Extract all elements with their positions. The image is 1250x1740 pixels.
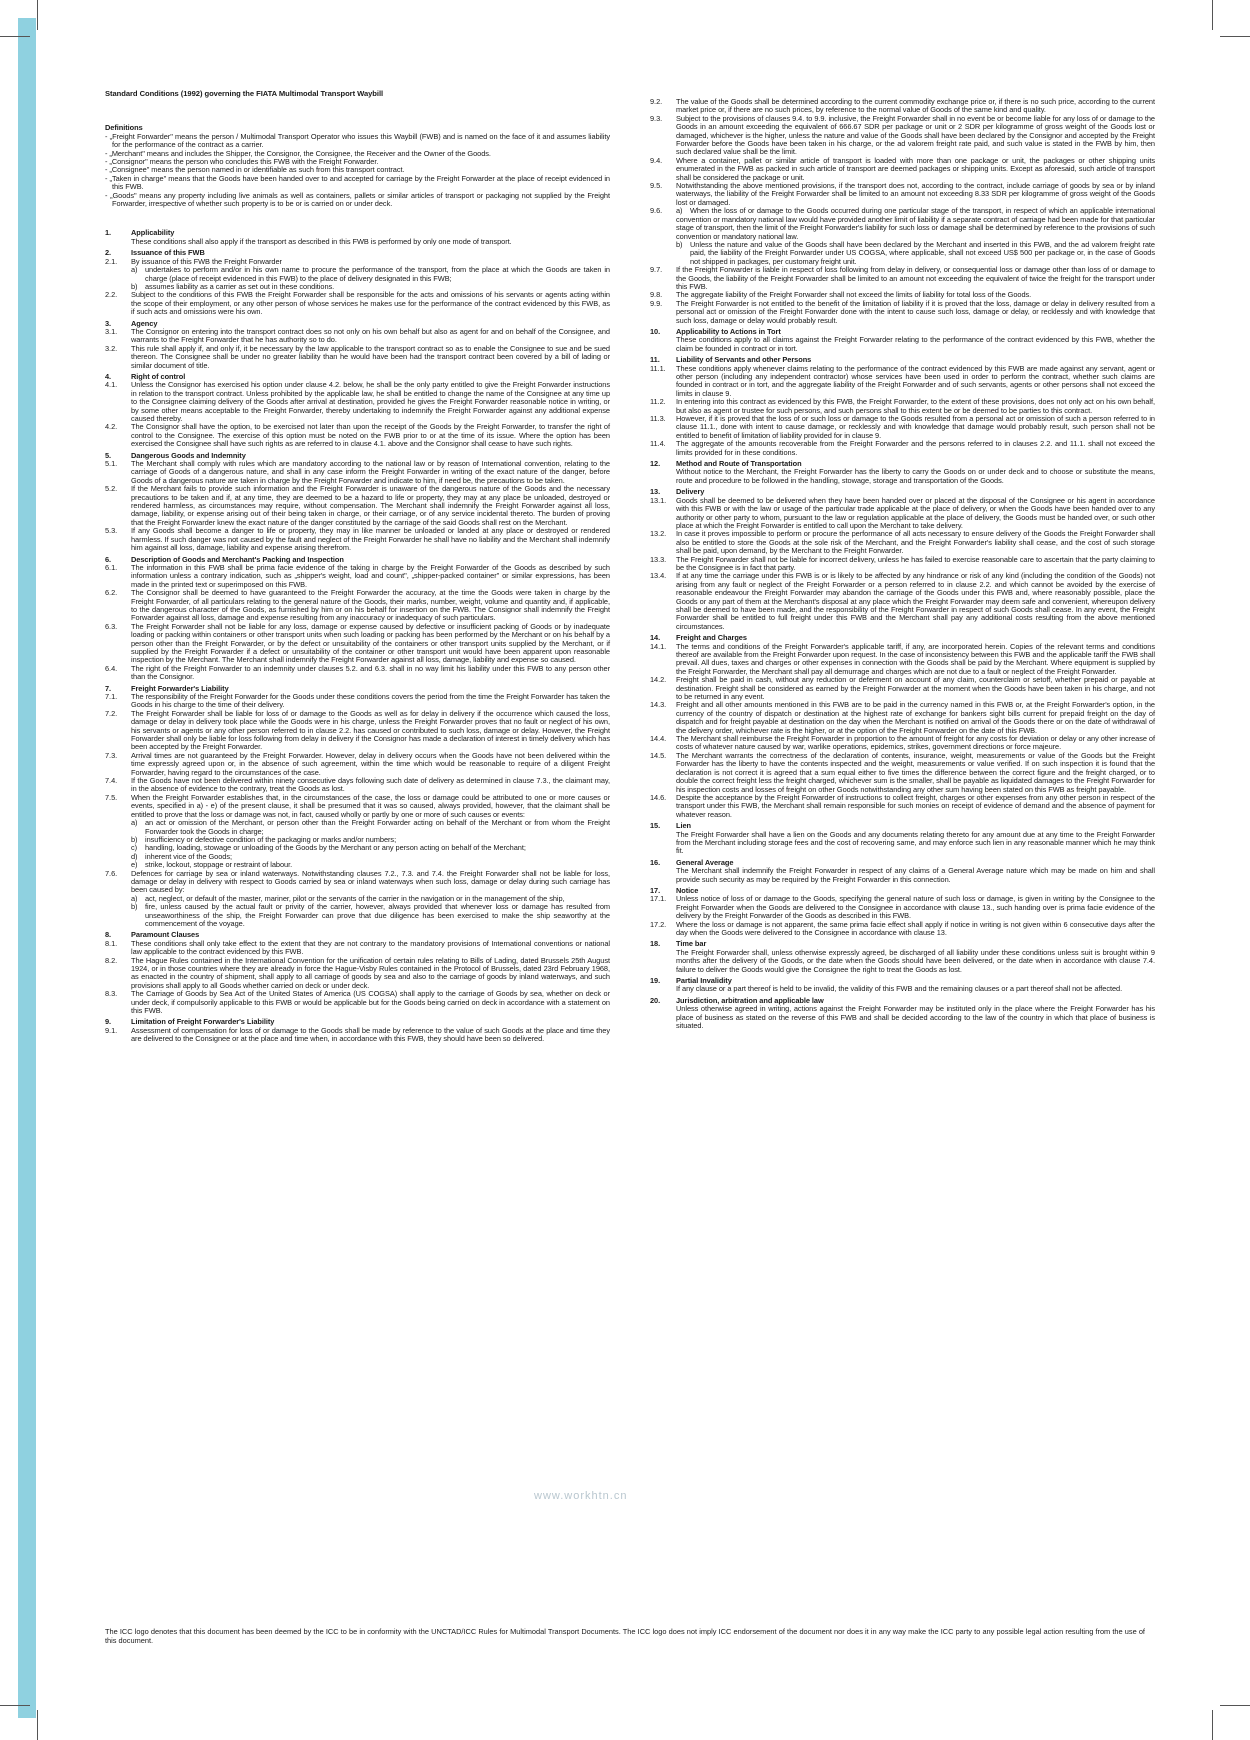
clause-number: 13.1. [650,495,667,505]
clause-number: 5.1. [105,459,118,469]
clause-text: The Freight Forwarder shall not be liable for any loss, damage or expense caused by defective or insufficient packing of Goods or by inadequate loading or packing within containers or other transport units when such loading or packing has been performed by the Merchant or on his behalf by a person other than the Freight Forwarder, or by the defect or unsuitability of the containers or other transport units supplied by the Merchant, or if supplied by the Freight Forwarder if a defect or unsuitability of the container or other transport unit would have been apparent upon reasonable inspection by the Merchant. The Merchant shall indemnify the Freight Forwarder against all loss, damage, liability and expense so caused. [131,621,610,665]
clause [105,665,610,682]
clause-text: These conditions apply whenever claims relating to the performance of the contract evidenced by this FWB are made against any servant, agent or other person (including any independent contractor) whose services have been used in order to perform the contract, whether such claims are founded in contract or in tort, and the aggregate liability of the Freight Forwarder and of such servants, agents or other persons shall not exceed the limits in clause 9. [676,363,1155,398]
clause-text: The Freight Forwarder shall have a lien on the Goods and any documents relating thereto for any amount due at any time to the Freight Forwarder from the Merchant including storage fees and the cost of recovering same, and may enforce such lien in any reasonable manner which he may think fit. [676,829,1155,856]
clause-number: 4.2. [105,422,118,432]
sub-clause-letter: d) [131,851,138,861]
clause [105,794,610,819]
left-sections [105,229,610,1043]
sub-clause-letter: c) [131,843,138,853]
clause-number [650,985,676,993]
crop-mark [1212,1710,1213,1740]
clause [650,921,1155,938]
clause-number: 9.5. [650,181,663,191]
clause-text: The Merchant shall comply with rules which are mandatory according to the national law or by reason of International convention, relating to the carriage of Goods of a dangerous nature, and shall in any case inform the Freight Forwarder in writing of the exact nature of the danger, before Goods of a dangerous nature are taken in charge by the Freight Forwarder and indicate to him, if need be, the precautions to be taken. [131,459,610,485]
section-title: General Average [676,857,734,867]
clause-text: Freight shall be paid in cash, without any reduction or deferment on account of any claim, counterclaim or setoff, whether prepaid or payable at destination. Freight shall be considered as earned by the Freight Forwarder at the moment when the Goods have been taken in his charge, and not to be returned in any event. [676,675,1155,702]
clause-number: 13.2. [650,529,667,539]
clause-section [650,977,1155,994]
definition-item: - „Taken in charge" means that the Goods have been handed over to and accepted for carriage by the Freight Forwarder at the place of receipt evidenced in this FWB. [105,173,610,192]
clause-body: When the loss of or damage to the Goods occurred during one particular stage of the transport, in respect of which an applicable international convention or mandatory national law would have provided another limit of liability if a separate contract of carriage had been made for that particular stage of transport, then the limit of the Freight Forwarder's liability for such loss or damage shall be determined by reference to the provisions of such convention or mandatory national law. [676,206,1155,241]
clause-text: The terms and conditions of the Freight Forwarder's applicable tariff, if any, are incorporated herein. Copies of the relevant terms and conditions thereof are available from the Freight Forwarder upon request. In the case of inconsistency between this FWB and the applicable tariff the FWB shall prevail. All dues, taxes and charges or other expenses in connection with the Goods shall be paid by the Merchant. Where equipment is supplied by the Freight Forwarder, the Merchant shall pay all demurrage and charges which are not due to a fault or neglect of the Freight Forwarder. [676,641,1155,676]
clause-section [105,556,610,682]
clause-text: By issuance of this FWB the Freight Forwarder [131,256,282,266]
watermark: www.workhtn.cn [534,1490,628,1502]
sub-clause-letter: a) [131,818,138,828]
clause-text: Unless notice of loss of or damage to the Goods, specifying the general nature of such loss or damage, is given in writing by the Consignee to the Freight Forwarder when the Goods are delivered to the Consignee in accordance with clause 13., such handing over is prima facie evidence of the delivery by the Freight Forwarder of the Goods as described in this FWB. [676,894,1155,921]
section-title: Method and Route of Transportation [676,459,802,469]
crop-mark [0,1705,30,1706]
clause [650,701,1155,735]
clause-text: The information in this FWB shall be prima facie evidence of the taking in charge by the Freight Forwarder of the Goods as described by such information unless a contrary indication, such as „shipper's weight, load and count", „shipper-packed container" or similar expressions, has been made in the printed text or superimposed on this FWB. [131,562,610,589]
sub-clause-text: Unless the nature and value of the Goods shall have been declared by the Merchant and inserted in this FWB, and the ad valorem freight rate paid, the liability of the Freight Forwarder under US COGSA, where applicable, shall not exceed US$ 500 per package or, in the case of Goods not shipped in packages, per customary freight unit. [690,239,1155,266]
clause-number: 9.3. [650,113,663,123]
sub-clause-text: act, neglect, or default of the master, mariner, pilot or the servants of the carrier in the navigation or in the management of the ship, [145,893,565,903]
clause-text: Freight and all other amounts mentioned in this FWB are to be paid in the currency named in this FWB or, at the Freight Forwarder's option, in the currency of the country of dispatch or destination at the highest rate of exchange for bankers sight bills current for prepaid freight on the day of dispatch and for freight payable at destination on the day when the Merchant is notified on arrival of the Goods there or on the date of withdrawal of the delivery order, whichever rate is the higher, or at the option of the Freight Forwarder on the date of this FWB. [676,700,1155,735]
section-number: 16. [650,857,661,867]
clause [650,98,1155,115]
clause-number: 14.4. [650,734,667,744]
clause-number: 4.1. [105,380,118,390]
sub-clause-letter: b) [131,902,138,912]
crop-mark [37,0,38,30]
clause-number: 3.1. [105,326,118,336]
clause [105,693,610,710]
clause [650,440,1155,457]
clause-text: If the Goods have not been delivered within ninety consecutive days following such date of delivery as determined in clause 7.3., the claimant may, in the absence of evidence to the contrary, treat the Goods as lost. [131,776,610,794]
clause [105,752,610,777]
clause [105,381,610,423]
sub-clause-letter: b) [131,281,138,291]
clause [650,572,1155,631]
accent-bar [18,18,36,1718]
sub-clause [650,241,1155,266]
clause-text: These conditions apply to all claims against the Freight Forwarder relating to the performance of the contract evidenced by this FWB, whether the claim be founded in contract or in tort. [676,335,1155,353]
clause-section [650,859,1155,884]
clause [650,415,1155,440]
section-number: 15. [650,821,661,831]
sub-clause-letter: a) [676,206,683,216]
clause-section [650,356,1155,457]
clause-text: If any Goods shall become a danger to life or property, they may in like manner be unloaded or landed at any place or destroyed or rendered harmless. If such danger was not caused by the fault and neglect of the Freight Forwarder he shall have no liability and the Merchant shall indemnify him against all loss, damage, liability and expense arising therefrom. [131,526,610,553]
section-number: 3. [105,318,112,328]
clause-number: 9.8. [650,290,663,300]
clause-text: In entering into this contract as evidenced by this FWB, the Freight Forwarder, to the extent of these provisions, does not only act on his own behalf, but also as agent or trustee for such persons, and such persons shall to this extent be or be deemed to be parties to this contract. [676,397,1155,415]
section-title: Notice [676,885,699,895]
clause-section [650,460,1155,485]
clause-number: 8.2. [105,955,118,965]
clause-text: Without notice to the Merchant, the Freight Forwarder has the liberty to carry the Goods on or under deck and to choose or substitute the means, route and procedure to be followed in the handling, stowage, storage and transportation of the Goods. [676,467,1155,485]
clause-text: The Merchant shall indemnify the Freight Forwarder in respect of any claims of a General Average nature which may be made on him and shall provide such security as may be required by the Freight Forwarder in this connection. [676,866,1155,884]
clause-number: 14.2. [650,675,667,685]
clause [105,345,610,370]
clause-section [650,98,1155,325]
section-number: 17. [650,885,661,895]
clause-number: 8.1. [105,938,118,948]
clause [105,564,610,589]
clause-number: 14.1. [650,641,667,651]
section-number: 2. [105,248,112,258]
clause [650,949,1155,974]
section-number: 11. [650,355,660,365]
clause-section [105,685,610,929]
clause [105,328,610,345]
clause-number: 9.4. [650,155,663,165]
clause-number: 9.6. [650,206,663,216]
clause-number [650,949,676,974]
clause-number: 14.5. [650,750,667,760]
section-title: Delivery [676,487,705,497]
clause [105,291,610,316]
section-number: 8. [105,930,112,940]
clause-text: This rule shall apply if, and only if, it be necessary by the law applicable to the transport contract so as to enable the Consignee to sue and be sued thereon. The Consignee shall be under no greater liability than he would have been had the transport contract been covered by a bill of lading or similar document of title. [131,343,610,370]
clause-text: If any clause or a part thereof is held to be invalid, the validity of this FWB and the remaining clauses or a part thereof shall not be affected. [676,984,1123,994]
section-title: Agency [131,318,158,328]
clause-number: 17.1. [650,894,667,904]
clause [650,300,1155,325]
clause-text: The aggregate liability of the Freight Forwarder shall not exceed the limits of liability for total loss of the Goods. [676,290,1032,300]
clause-number [650,867,676,884]
clause-number: 9.9. [650,298,663,308]
clause-text: These conditions shall only take effect to the extent that they are not contrary to the mandatory provisions of International conventions or national law applicable to the contract evidenced by this FWB. [131,938,610,957]
section-title: Jurisdiction, arbitration and applicable law [676,995,824,1005]
sub-clause-text: an act or omission of the Merchant, or person other than the Freight Forwarder acting on behalf of the Merchant or from whom the Freight Forwarder took the Goods in charge; [145,818,610,836]
clause-text: The Merchant shall reimburse the Freight Forwarder in proportion to the amount of freight for any costs for deviation or delay or any other increase of costs of whatever nature caused by war, warlike operations, epidemics, strikes, government directions or force majeure. [676,734,1155,752]
sub-clause [105,903,610,928]
clause-text: If the Freight Forwarder is liable in respect of loss following from delay in delivery, or consequential loss or damage other than loss of or damage to the Goods, the liability of the Freight Forwarder shall be limited to an amount not exceeding the equivalent of twice the freight for the transport under this FWB. [676,265,1155,291]
clause-number: 11.1. [650,363,666,373]
sub-clause-text: handling, loading, stowage or unloading of the Goods by the Merchant or any person acting on behalf of the Merchant; [145,843,526,853]
definitions-title: Definitions [105,123,143,133]
clause-number: 2.2. [105,290,118,300]
clause-section [650,328,1155,353]
sub-clause-letter: e) [131,860,138,870]
section-title: Paramount Clauses [131,930,200,940]
clause-number: 14.3. [650,700,667,710]
clause-text: The Freight Forwarder shall not be liable for incorrect delivery, unless he has failed to exercise reasonable care to ascertain that the party claiming to be the Consignee is in fact that party. [676,554,1155,572]
clause-section [105,452,610,553]
right-column [650,95,1155,1030]
clause-text: The Freight Forwarder shall be liable for loss of or damage to the Goods as well as for delay in delivery if the occurrence which caused the loss, damage or delay in delivery took place while the Goods were in his charge, unless the Freight Forwarder proves that no fault or neglect of his own, his servants or agents or any other person referred to in clause 2.2. has caused or contributed to such loss, damage or delay. However, the Freight Forwarder shall only be liable for loss following from delay in delivery if the Consignor has made a declaration of interest in timely delivery which has been accepted by the Freight Forwarder. [131,708,610,752]
clause-text: The responsibility of the Freight Forwarder for the Goods under these conditions covers the period from the time the Freight Forwarder has taken the Goods in his charge to the time of their delivery. [131,692,610,710]
clause [650,530,1155,555]
clause-section [650,887,1155,937]
clause [105,870,610,895]
clause [650,182,1155,207]
clause [650,398,1155,415]
clause-text [676,207,1155,241]
section-title: Right of control [131,371,186,381]
clause-text: Unless the Consignor has exercised his option under clause 4.2. below, he shall be the only party entitled to give the Freight Forwarder instructions in relation to the transport contract. Unless prohibited by the applicable law, he shall be entitled to change the name of the Consignee at any time up to the Consignee claiming delivery of the Goods after arrival at destination, provided he gives the Freight Forwarder reasonable notice in writing, or by some other means acceptable to the Freight Forwarder, thereby undertaking to indemnify the Freight Forwarder against any additional expense caused thereby. [131,380,610,423]
clause [650,1005,1155,1030]
clause-text: Subject to the conditions of this FWB the Freight Forwarder shall be responsible for the acts and omissions of his servants or agents acting within the scope of their employment, or any other person of whose services he makes use for the performance of the contract evidenced by this FWB, as if such acts and omissions were his own. [131,290,610,317]
crop-mark [1220,1705,1250,1706]
definition-item: - „Consignee" means the person named in or identifiable as such from this transport contract. [105,165,405,175]
clause [650,157,1155,182]
sub-clause [105,819,610,836]
clause [650,365,1155,399]
section-number: 14. [650,633,661,643]
clause-number: 6.2. [105,588,118,598]
clause [105,527,610,552]
clause-number: 11.4. [650,439,666,449]
clause-number: 13.3. [650,554,667,564]
clause [105,957,610,991]
section-title: Partial Invalidity [676,976,732,986]
left-column [105,90,610,1044]
clause-number: 5.2. [105,484,118,494]
clause-section [650,940,1155,974]
sub-clause [105,266,610,283]
document-page [105,89,1155,1680]
clause [105,940,610,957]
section-title: Freight Forwarder's Liability [131,683,229,693]
clause [105,238,610,246]
section-title: Time bar [676,939,707,949]
clause-number: 9.1. [105,1025,118,1035]
clause-text: If the Merchant fails to provide such information and the Freight Forwarder is unaware of the dangerous nature of the Goods and the necessary precautions to be taken and if, at any time, they are deemed to be a hazard to life or property, they may at any place be unloaded, destroyed or rendered harmless, as circumstances may require, without compensation. The Merchant shall indemnify the Freight Forwarder against all loss, damage, liability, or expense arising out of their being taken in charge, or their carriage, or of any service incidental thereto. The burden of proving that the Freight Forwarder knew the exact nature of the danger constituted by the carriage of the said Goods shall rest on the Merchant. [131,484,610,527]
clause [650,336,1155,353]
clause [105,777,610,794]
clause [105,589,610,623]
clause-text: Unless otherwise agreed in writing, actions against the Freight Forwarder may be instituted only in the place where the Freight Forwarder has his place of business as stated on the reverse of this FWB and shall be decided according to the law of the country in which that place of business is situated. [676,1004,1155,1031]
clause-section [650,822,1155,856]
section-number: 5. [105,450,112,460]
clause-text: The value of the Goods shall be determined according to the current commodity exchange price or, if there is no such price, according to the current market price or, if there are no such prices, by reference to the normal value of Goods of the same kind and quality. [676,97,1155,115]
right-sections [650,98,1155,1030]
section-title: Applicability to Actions in Tort [676,326,781,336]
clause-text: The Hague Rules contained in the International Convention for the unification of certain rules relating to Bills of Lading, dated Brussels 25th August 1924, or in those countries where they are already in force the Hague-Visby Rules contained in the Protocol of Brussels, dated 23rd February 1968, as enacted in the country of shipment, shall apply to all carriage of goods by sea and also to the carriage of goods by inland waterways, and such provisions shall apply to all Goods whether carried on deck or under deck. [131,955,610,990]
clause-text: In case it proves impossible to perform or procure the performance of all acts necessary to ensure delivery of the Goods the Freight Forwarder shall also be entitled to store the Goods at the sole risk of the Merchant, and the Freight Forwarder's liability shall cease, and the cost of such storage shall be paid, upon demand, by the Merchant to the Freight Forwarder. [676,529,1155,556]
section-title: Applicability [131,228,175,238]
footer-note: The ICC logo denotes that this document has been deemed by the ICC to be in conformity with the UNCTAD/ICC Rules for Multimodal Transport Documents. The ICC logo does not imply ICC endorsement of the document nor does it in any way make the ICC party to any possible legal action resulting from the use of this document. [105,1627,1145,1645]
clause-text: The right of the Freight Forwarder to an indemnity under clauses 5.2. and 6.3. shall in no way limit his liability under this FWB to any person other than the Consignor. [131,663,610,682]
clause [650,115,1155,157]
crop-mark [37,1710,38,1740]
section-number: 4. [105,371,112,381]
clause-text: The Freight Forwarder shall, unless otherwise expressly agreed, be discharged of all liability under these conditions unless suit is brought within 9 months after the delivery of the Goods, or the date when the Goods should have been delivered, or the date when in accordance with clause 7.4. failure to deliver the Goods would give the Consignee the right to treat the Goods as lost. [676,947,1155,974]
clause-number: 7.1. [105,692,118,701]
clause-number: 6.1. [105,562,118,572]
clause-text: Defences for carriage by sea or inland waterways. Notwithstanding clauses 7.2., 7.3. and 7.4. the Freight Forwarder shall not be liable for loss, damage or delay in delivery with respect to Goods carried by sea or inland waterways when such loss, damage or delay during such carriage has been caused by: [131,868,610,895]
clause [650,266,1155,291]
clause [105,623,610,665]
clause [105,710,610,752]
clause-text: Arrival times are not guaranteed by the Freight Forwarder. However, delay in delivery occurs when the Goods have not been delivered within the time expressly agreed upon or, in the absence of such agreement, within the time which would be reasonable to require of a diligent Freight Forwarder, having regard to the circumstances of the case. [131,750,610,777]
clause-text: Subject to the provisions of clauses 9.4. to 9.9. inclusive, the Freight Forwarder shall in no event be or become liable for any loss of or damage to the Goods in an amount exceeding the equivalent of 666.67 SDR per package or unit or 2 SDR per kilogramme of gross weight of the Goods lost or damaged, whichever is the higher, unless the nature and value of the Goods shall have been declared by the Consignor and accepted by the Freight Forwarder before the Goods have been taken in his charge, or the ad valorem freight rate paid, and such value is stated in the FWB by him, then such declared value shall be the limit. [676,113,1155,157]
clause-text: Despite the acceptance by the Freight Forwarder of instructions to collect freight, charges or other expenses from any other person in respect of the transport under this FWB, the Merchant shall remain responsible for such monies on receipt of evidence of demand and the absence of payment for whatever reason. [676,792,1155,819]
clause-number [650,1005,676,1030]
section-number: 20. [650,995,661,1005]
clause-number: 6.4. [105,663,118,673]
clause-section [105,931,610,1015]
clause-text: The Consignor shall be deemed to have guaranteed to the Freight Forwarder the accuracy, at the time the Goods were taken in charge by the Freight Forwarder, of all particulars relating to the general nature of the Goods, their marks, number, weight, volume and quantity and, if applicable, to the dangerous character of the Goods, as furnished by him or on his behalf for insertion on the FWB. The Consignor shall indemnify the Freight Forwarder against all loss, damage and expense resulting from any inaccuracy or inadequacy of such particulars. [131,588,610,623]
clause [650,895,1155,920]
section-title: Issuance of this FWB [131,248,205,258]
clause-number: 3.2. [105,343,118,353]
clause-section [650,488,1155,631]
clause [650,676,1155,701]
clause-text: Notwithstanding the above mentioned provisions, if the transport does not, according to the contract, include carriage of goods by sea or by inland waterways, the liability of the Freight Forwarder shall be limited to an amount not exceeding 8.33 SDR per kilogramme of gross weight of the Goods lost or damaged. [676,181,1155,207]
clause [650,556,1155,573]
clause-number: 7.2. [105,708,118,718]
clause [650,831,1155,856]
clause-section [105,229,610,246]
document-title: Standard Conditions (1992) governing the FIATA Multimodal Transport Waybill [105,89,384,98]
clause [105,485,610,527]
clause-number: 11.3. [650,414,666,424]
sub-clause-letter: a) [131,265,138,275]
clause [105,1027,610,1044]
clause-text: Assessment of compensation for loss of or damage to the Goods shall be made by reference to the value of such Goods at the place and time they are delivered to the Consignee or at the place and time when, in accordance with this FWB, they should have been so delivered. [131,1025,610,1044]
section-title: Limitation of Freight Forwarder's Liability [131,1017,275,1027]
sub-clause-text: insufficiency or defective condition of the packaging or marks and/or numbers; [145,834,397,844]
clause [650,735,1155,752]
clause-text: However, if it is proved that the loss of or such loss or damage to the Goods resulted from a personal act or omission of such a person referred to in clause 11.1., done with intent to cause damage, or recklessly and with knowledge that damage would probably result, such person shall not be entitled to benefit of limitation of liability provided for in clause 9. [676,414,1155,440]
sub-clause-letter: b) [676,239,683,249]
clause-number [105,238,131,246]
section-title: Dangerous Goods and Indemnity [131,450,246,460]
definition-item: - „Merchant" means and includes the Shipper, the Consignor, the Consignee, the Receiver and the Owner of the Goods. [105,148,491,158]
clause-text: If at any time the carriage under this FWB is or is likely to be affected by any hindrance or risk of any kind (including the condition of the Goods) not arising from any fault or neglect of the Freight Forwarder or a person referred to in clause 2.2. and which cannot be avoided by the exercise of reasonable endeavour the Freight Forwarder may abandon the carriage of the Goods under this FWB and, where reasonably possible, place the Goods or any part of them at the Merchant's disposal at any place which the Freight Forwarder may deem safe and convenient, whereupon delivery shall be deemed to have been made, and the responsibility of the Freight Forwarder in respect of such Goods shall cease. In any event, the Freight Forwarder shall be entitled to full freight under this FWB and the Merchant shall pay any additional costs resulting from the above mentioned circumstances. [676,571,1155,631]
sub-clause-text: undertakes to perform and/or in his own name to procure the performance of the transport, from the place at which the Goods are taken in charge (place of receipt evidenced in this FWB) to the place of delivery designated in this FWB; [145,265,610,283]
clause-number [650,336,676,353]
section-number: 7. [105,683,112,693]
clause [650,497,1155,531]
crop-mark [1220,36,1250,37]
clause-text: Where the loss or damage is not apparent, the same prima facie effect shall apply if notice in writing is not given within 6 consecutive days after the day when the Goods were delivered to the Consignee in accordance with clause 13. [676,919,1155,937]
section-number: 9. [105,1017,112,1027]
clause-number: 7.6. [105,868,118,878]
clause-section [105,249,610,316]
clause-section [105,1018,610,1043]
crop-mark [0,36,30,37]
clause-number [650,468,676,485]
section-number: 6. [105,554,112,564]
clause-number: 7.3. [105,750,118,760]
clause [650,207,1155,241]
section-number: 12. [650,459,661,469]
clause [650,867,1155,884]
definition-item: - „Goods" means any property including live animals as well as containers, pallets or similar articles of transport or packaging not supplied by the Freight Forwarder, irrespective of whether such property is to be or is carried on or under deck. [105,190,610,209]
section-number: 1. [105,228,112,238]
section-number: 19. [650,976,661,986]
clause-text: These conditions shall also apply if the transport as described in this FWB is performed by only one mode of transport. [131,236,512,246]
definition-item: - „Freight Forwarder" means the person / Multimodal Transport Operator who issues this Waybill (FWB) and is named on the face of it and assumes liability for the performance of the contract as a carrier. [105,131,610,150]
clause-section [105,320,610,370]
section-number: 18. [650,939,661,949]
clause-number: 14.6. [650,792,667,802]
section-title: Description of Goods and Merchant's Packing and Inspection [131,554,344,564]
clause-section [105,373,610,449]
sub-clause-letter: b) [131,834,138,844]
sub-clause-text: strike, lockout, stoppage or restraint of labour. [145,860,293,870]
clause-number: 7.5. [105,792,118,802]
clause-number: 7.4. [105,776,118,786]
clause-number: 13.4. [650,571,667,581]
clause [105,990,610,1015]
clause-text: When the Freight Forwarder establishes that, in the circumstances of the case, the loss or damage could be attributed to one or more causes or events, specified in a) - e) of the present clause, it shall be presumed that it was so caused, always provided, however, that the claimant shall be entitled to prove that the loss or damage was not, in fact, caused wholly or partly by one or more of such causes or events: [131,792,610,819]
clause-section [650,634,1155,819]
clause-text: The Merchant warrants the correctness of the declaration of contents, insurance, weight, measurements or value of the Goods but the Freight Forwarder has the liberty to have the contents inspected and the weight, measurements or value verified. If on such inspection it is found that the declaration is not correct it is agreed that a sum equal either to five times the difference between the correct figure and the freight charged, or to double the correct freight less the freight charged, whichever sum is the smaller, shall be payable as liquidated damages to the Freight Forwarder for his inspection costs and losses of freight on other Goods notwithstanding any other sum having been stated on this FWB as freight payable. [676,750,1155,794]
sub-clause-text: assumes liability as a carrier as set out in these conditions. [145,281,335,291]
clause [105,423,610,448]
clause-text: Where a container, pallet or similar article of transport is loaded with more than one package or unit, the packages or other shipping units enumerated in the FWB as packed in such article of transport are deemed packages or shipping units. Except as aforesaid, such article of transport shall be considered the package or unit. [676,155,1155,182]
section-title: Freight and Charges [676,633,747,643]
clause-text: The Consignor on entering into the transport contract does so not only on his own behalf but also as agent for and on behalf of the Consignee, and warrants to the Freight Forwarder that he has authority so to do. [131,326,610,345]
section-title: Lien [676,821,691,831]
clause-number [650,831,676,856]
clause-text: The aggregate of the amounts recoverable from the Freight Forwarder and the persons referred to in clauses 2.2. and 11.1. shall not exceed the limits provided for in these conditions. [676,439,1155,457]
clause-number: 5.3. [105,526,118,536]
section-number: 10. [650,326,661,336]
clause-text: Goods shall be deemed to be delivered when they have been handed over or placed at the disposal of the Consignee or his agent in accordance with this FWB or with the law or usage of the particular trade applicable at the place of delivery, or when the Goods have been handed over to any authority or other party to whom, pursuant to the law or regulation applicable at the place of delivery, the Goods must be handed over, or such other place at which the Freight Forwarder is entitled to call upon the Merchant to take delivery. [676,495,1155,530]
sub-clause-letter: a) [131,893,138,903]
clause [105,460,610,485]
sub-clause-text: inherent vice of the Goods; [145,851,232,861]
crop-mark [1212,0,1213,30]
section-title: Liability of Servants and other Persons [676,355,812,365]
definition-item: - „Consignor" means the person who concludes this FWB with the Freight Forwarder. [105,157,379,167]
clause [650,794,1155,819]
clause-text: The Carriage of Goods by Sea Act of the United States of America (US COGSA) shall apply to the carriage of Goods by sea, whether on deck or under deck, if compulsorily applicable to this FWB or would be applicable but for the Goods being carried on deck in accordance with a statement on this FWB. [131,989,610,1016]
sub-clause-text: fire, unless caused by the actual fault or privity of the carrier, however, always provided that whenever loss or damage has resulted from unseaworthiness of the ship, the Freight Forwarder can prove that due diligence has been exercised to make the ship seaworthy at the commencement of the voyage. [145,902,610,928]
clause-number: 2.1. [105,256,118,266]
clause-number: 11.2. [650,397,666,407]
clause-number: 6.3. [105,621,118,631]
clause-section [650,997,1155,1031]
clause [650,468,1155,485]
section-number: 13. [650,487,661,497]
clause-number: 8.3. [105,989,118,999]
definitions-list [105,133,610,209]
clause [650,985,1155,993]
clause-number: 9.2. [650,97,663,106]
clause-number: 17.2. [650,919,667,929]
clause-text: The Consignor shall have the option, to be exercised not later than upon the receipt of the Goods by the Freight Forwarder, to transfer the right of control to the Consignee. The exercise of this option must be noted on the FWB prior to or at the time of its issue. Where the option has been exercised the Consignee shall have such rights as are referred to in clause 4.1. above and the Consignor shall cease to have such rights. [131,422,610,449]
clause-text: The Freight Forwarder is not entitled to the benefit of the limitation of liability if it is proved that the loss, damage or delay in delivery resulted from a personal act or omission of the Freight Forwarder done with the intent to cause such loss, damage or delay, or recklessly and with knowledge that such loss, damage or delay would probably result. [676,298,1155,325]
clause-number: 9.7. [650,265,663,275]
clause [650,643,1155,677]
clause [650,752,1155,794]
